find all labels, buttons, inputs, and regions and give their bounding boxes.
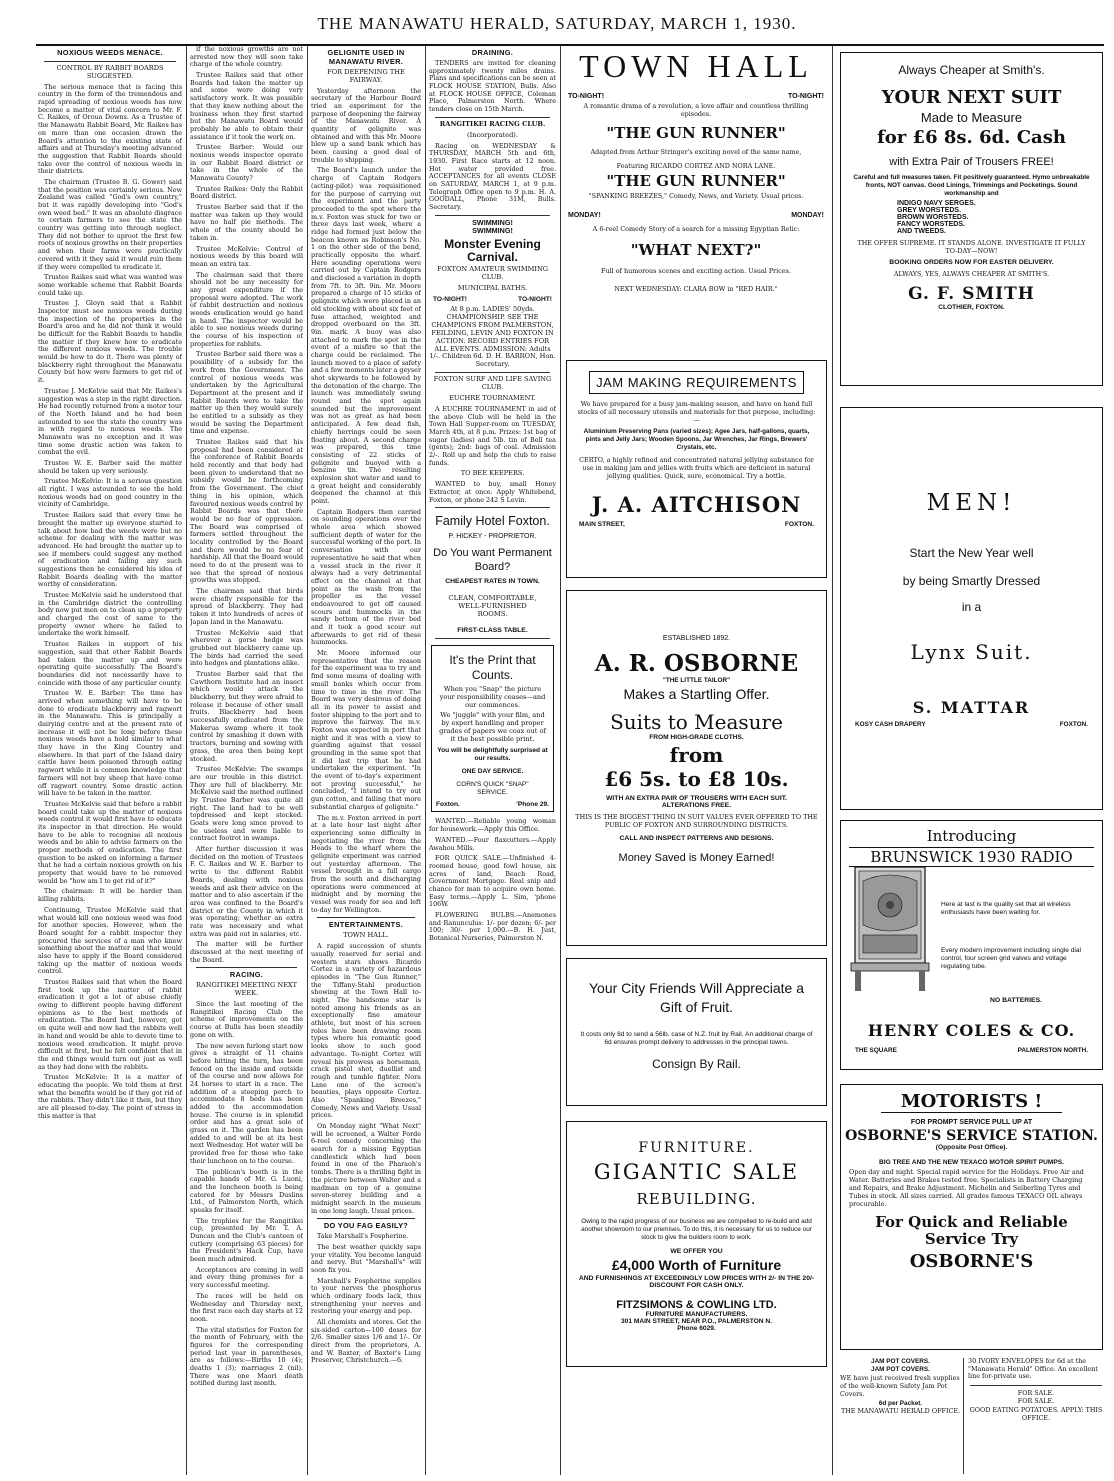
masthead xyxy=(0,6,1114,46)
jam-covers-2: JAM POT COVERS. xyxy=(871,1365,930,1373)
surf-text: A EUCHRE TOURNAMENT in aid of the above Club will be held in the Town Hall Supper-room on TUESDAY, March 4th, at 8 p.m. Prizes: 1st bag of sugar (ladies) and 5lb. tin of Bell tea (gents); 2nd: bags of coal. Admission 2/-. Roll up and help the club to raise funds. xyxy=(429,404,556,467)
radio-no-batteries: NO BATTERIES. xyxy=(990,997,1042,1004)
th-monday-left: MONDAY! xyxy=(568,212,601,219)
furn-mfr: FURNITURE MANUFACTURERS. xyxy=(645,1311,748,1318)
jam-address-street: MAIN STREET, xyxy=(579,521,625,528)
column-rule xyxy=(832,46,833,1475)
smith-offer: THE OFFER SUPREME. IT STANDS ALONE. INVESTIGATE IT FULLY TO-DAY—NOW! xyxy=(857,239,1086,255)
column-rule xyxy=(186,46,187,1475)
os-extra: WITH AN EXTRA PAIR OF TROUSERS WITH EACH SUIT. ALTERATIONS FREE. xyxy=(606,795,787,809)
paragraph: The races will be held on Wednesday and Thursday next, the first race each day starts at 12 noon. xyxy=(190,1291,303,1323)
paragraph: Trustee W. E. Barber: The time has arrived when something will have to be done to eradicate blackberry and ragwort in the Manawatu. This is principally a dairying centre and at the present rate of increase it will not be long before these noxious weeds have a hold similar to what they have in the King Country and elsewhere. In that part of the Island dairy cattle have been poisoned through eating ragwort while it is common knowledge that farmers will not buy sheep that have come off ragwort country. Some drastic action will have to be taken in the matter. xyxy=(38,689,182,798)
th-monday-row xyxy=(564,212,828,219)
jam-title-box xyxy=(589,371,804,394)
os-name: A. R. OSBORNE xyxy=(594,650,799,677)
wanted-1: WANTED.—Reliable young woman for housework.—Apply this Office. xyxy=(429,817,556,834)
for-sale-2: FOR SALE. xyxy=(1017,1396,1055,1405)
th-film-2: "WHAT NEXT?" xyxy=(630,241,762,259)
paragraph: Take Marshall's Fospherine. xyxy=(317,1232,409,1241)
fruit-rail: Consign By Rail. xyxy=(652,1057,741,1072)
print-text-3: You will be delightfully surprised at our results. xyxy=(437,747,548,762)
paragraph: Trustee J. Gloyn said that a Rabbit Inspector must see noxious weeds during the inspection of the properties in the Board's area and he did not think it would be difficult for the Rabbit Boards to handle the matter if they knew how to eradicate the different noxious weeds. The trouble would be how to do it. There was plenty of blackberry right throughout the Manawatu County but how were farmers to get rid of it. xyxy=(38,299,182,385)
smith-suit-ad xyxy=(840,52,1103,386)
column-1 xyxy=(38,46,182,1475)
paragraph: The best weather quickly saps your vitality. You become languid and nervy. But "Marshall's" will soon fix you. xyxy=(311,1242,421,1274)
paragraph: Trustee Raikes said that when the Board first took up the matter of rabbit eradication it got a lot of abuse chiefly owing to different people having different opinions as to the best methods of eradication. The Board had, however, got on quite well and now had the rabbits well in hand and would be able to devote time to noxious weed eradication. It might prove difficult at first, but he felt confident that in the end things would turn out just as well as they had done with the rabbits. xyxy=(38,978,182,1071)
wanted-2: WANTED.—Four flaxcutters.—Apply Awahou Mills. xyxy=(429,835,556,852)
os-tailor: "THE LITTLE TAILOR" xyxy=(662,677,731,684)
men-shop-row xyxy=(841,721,1102,728)
column-3 xyxy=(311,46,421,1475)
town-hall-ad xyxy=(564,46,828,323)
furn-phone: Phone 6029. xyxy=(677,1325,716,1332)
paragraph: Marshall's Fospherine supplies to your nerves the phosphorus which ordinary foods lack, thus strengthening your nerves and restoring your energy and pep. xyxy=(311,1276,421,1316)
potatoes-text: GOOD EATING POTATOES. APPLY: THIS OFFICE. xyxy=(969,1406,1103,1423)
mot-title: MOTORISTS ! xyxy=(881,1091,1062,1113)
men-town: FOXTON. xyxy=(1059,721,1088,728)
men-by: by being Smartly Dressed xyxy=(902,574,1041,588)
draining-text: TENDERS are invited for cleaning approximately twenty miles drains. Plans and specifications can be seen at FLOCK HOUSE STATION, Bulls. Also at FLOCK HOUSE OFFICE, Coleman Place, Palmerston North. Where tenders close on 15th March. xyxy=(429,58,556,113)
column-rule xyxy=(425,46,426,1475)
smith-extra: with Extra Pair of Trousers FREE! xyxy=(889,156,1054,168)
fabric-item: FANCY WORSTEDS. xyxy=(897,221,965,228)
hotel-owner: P. HICKEY - PROPRIETOR. xyxy=(448,533,537,541)
th-tonight-row xyxy=(564,93,828,100)
flowering-bulbs: FLOWERING BULBS.—Anemones and Ranunculus: 1/- per dozen; 6/- per 100; 30/- per 1,000.—B. H. Just, Botanical Nurseries, Palmerston N. xyxy=(429,911,556,943)
os-offer: Makes a Startling Offer. xyxy=(623,686,770,702)
os-suits: Suits to Measure xyxy=(610,710,783,734)
print-text-2: We "juggle" with your film, and by expert handling and proper grades of papers we coax out of it the best possible print. xyxy=(439,711,546,744)
jam-covers-text: WE have just received fresh supplies of the well-known Safety Jam Pot Covers. xyxy=(840,1374,960,1398)
paragraph: The serious menace that is facing this country in the form of the tremendous and rapid spreading of noxious weeds has now become a matter of vital concern to Mr. F. C. Raikes, of Oroua Downs. As a Trustee of the Manawatu Rabbit Board, Mr. Raikes has on more than one occasion drawn the Board's attention to the existing state of affairs and at Thursday's meeting advanced the suggestion that Rabbit Boards should take over the control of noxious weeds in their districts. xyxy=(38,82,182,176)
paragraph: Trustee Barber said that the Cawthorn Institute had an insect which would attack the blackberry, but they were afraid to release it because of other small fruits. Blackberry had been successfully eradicated from the Makerua swamp where it took control by smashing it down with tractors, burning and sowing with grass, the area then being kept stocked. xyxy=(190,669,303,763)
divider xyxy=(317,917,415,918)
jam-text-2: Aluminium Preserving Pans (varied sizes); Agee Jars, half-gallons, quarts, pints and Jelly Jars; Wooden Spoons, Jar Wrenches, Jar Rings, Brewers' Crystals, etc. xyxy=(583,428,810,451)
furn-text: Owing to the rapid progress of our business we are compelled to re-build and add another showroom to our premises. To do this, it is necessary for us to reduce our stock to give the builders room to work. xyxy=(581,1218,812,1241)
th-intro: A romantic drama of a revolution, a love affair and countless thrilling episodes. xyxy=(583,102,809,118)
paragraph: Trustee Raikes said what was wanted was some workable scheme that Rabbit Boards could take up. xyxy=(38,273,182,297)
fabric-item: INDIGO NAVY SERGES. xyxy=(897,200,976,207)
surf-heading: FOXTON SURF AND LIFE SAVING CLUB. xyxy=(433,375,552,392)
gelignite-heading: GELIGNITE USED IN MANAWATU RIVER. xyxy=(327,48,405,66)
for-sale-1: FOR SALE. xyxy=(1017,1389,1055,1398)
jam-covers-ad xyxy=(840,1358,964,1474)
racing-club-text: Racing on WEDNESDAY & THURSDAY, MARCH 5th and 6th, 1930. First Race starts at 12 noon. Hot water provided free. ACCEPTANCES for all events CLOSE on SATURDAY, MARCH 1, at 9 p.m. Telegraph Office open to 9 p.m. H. A. GOODALL, Phone 31M, Bulls. Secretary. xyxy=(429,141,556,211)
paragraph: Trustee Barber: Would our noxious weeds inspector operate in our Rabbit Board district or take in the whole of the Manawatu County? xyxy=(190,143,303,182)
paragraph: A rapid succession of stunts usually reserved for serial and western stars shows Ricardo Cortez in a variety of hazardous episodes in "The Gun Runner," the Tiffany-Stahl production showing at the Town Hall to-night. The handsome star is noted among his friends as an exceptionally fine amateur athlete, but most of his screen roles have been drawing room types where his romantic good looks show to such good advantage. To-night Cortez will reveal his prowess as horseman, crack pistol shot, duellist and rough and tumble fighter. Nora Lane one of the screen's beauties, plays opposite Cortez. Also "Spanking Breezes," Comedy, News and Variety. Usual prices. xyxy=(311,942,421,1120)
radio-square: THE SQUARE xyxy=(855,1047,897,1054)
quick-sale: FOR QUICK SALE.—Unfinished 4-roomed house, good fowl house, six acres of land, Beach Road, Government Mortgage. Real snip and chance for man to acquire own home. Easy terms.—Apply L. Sim, 'phone 106W. xyxy=(429,854,556,909)
radio-text-1: Here at last is the quality set that all wireless enthusiasts have been waiting for. xyxy=(941,901,1071,917)
paragraph: Trustee McKelvie said that before a rabbit board could take up the matter of noxious weeds control it would first have to educate its inspector in that direction. He would have to be able to recognise all noxious weeds and be able to advise farmers on the proper methods of eradication. The first question to be asked on informing a farmer that he had a certain noxious growth on his property that would have to be removed would be "how am I to get rid of it?" xyxy=(38,799,182,885)
column-rule xyxy=(307,46,308,1475)
th-support: "SPANKING BREEZES," Comedy, News, and Variety. Usual prices. xyxy=(588,192,804,200)
furn-rebuild: REBUILDING. xyxy=(636,1190,757,1208)
paragraph: The chairman: It will be harder than killing rabbits. xyxy=(38,887,182,904)
th-monday-right: MONDAY! xyxy=(791,212,824,219)
divider xyxy=(196,967,297,968)
smith-name: G. F. SMITH xyxy=(908,284,1035,304)
paragraph: The Board's launch under the charge of Captain Rodgers (acting-pilot) was requisitioned for the purpose of carrying out the experiment and the party proceeded to the spot where the m.v. Foxton was stuck for two or three days last week, where a ridge had formed just below the beacon known as Robinson's No. 1 on the other side of the bend, practically opposite the wharf. Here sounding operations were carried out by Captain Rodgers and disclosed a variation in depth from 7ft. to 3ft. 9in. Mr. Moore prepared a charge of 15 sticks of gelignite which were placed in an old stocking with about six feet of fuse attached, weighted and dropped overboard on the 3ft. 9in. mark. A buoy was also attached to mark the spot in the event of a misfire so that the charge could be reclaimed. The launch moved to a place of safety and a few moments later a geyser shot skywards to be followed by the detonation of the charge. The launch was immediately swung round and the spot again sounded but the improvement was not as great as had been anticipated. A few dead fish, chiefly herrings could be seen floating about. A second charge was prepared, this time consisting of 22 sticks of gelignite and buoyed with a benzine tin. The resulting explosion shot water and sand to a great height and considerably deepened the channel at this point. xyxy=(311,166,421,505)
fabric-item: GREY WORSTEDS. xyxy=(897,207,962,214)
smith-always: ALWAYS, YES, ALWAYS CHEAPER AT SMITH'S. xyxy=(893,270,1050,278)
furn-name: FITZSIMONS & COWLING LTD. xyxy=(616,1299,777,1311)
divider xyxy=(435,507,550,508)
racing-club-sub: (Incorporated). xyxy=(467,130,518,139)
divider xyxy=(435,638,550,639)
print-phone: 'Phone 29. xyxy=(516,800,549,808)
fabric-item: AND TWEEDS. xyxy=(897,228,946,235)
paragraph: Trustee McKelvie said he understood that in the Cambridge district the controlling body now put men on to clean up a property and charged the cost of same to the property owner where he failed to undertake the work himself. xyxy=(38,591,182,638)
carnival-place: MUNICIPAL BATHS. xyxy=(457,284,528,293)
smith-price: for £6 8s. 6d. Cash xyxy=(877,127,1066,148)
radio-dealer: HENRY COLES & CO. xyxy=(867,1021,1076,1040)
article-heading: NOXIOUS WEEDS MENACE. xyxy=(57,48,163,57)
paragraph: Continuing, Trustee McKelvie said that what would kill one noxious weed was food for another species. However, when the Board sought for a rabbit inspector they procured the services of a man who knew something about the matter and that would also have to apply if the Board considered taking up the matter of noxious weeds control. xyxy=(38,905,182,976)
tonight-row xyxy=(429,296,556,304)
entertainments-body xyxy=(311,943,421,1215)
furn-title: FURNITURE. xyxy=(638,1140,755,1156)
furn-address: 301 MAIN STREET, NEAR P.O., PALMERSTON N. xyxy=(621,1318,772,1325)
draining-heading: DRAINING. xyxy=(471,48,514,57)
hotel-rates: CHEAPEST RATES IN TOWN. xyxy=(445,577,540,585)
paragraph: Trustee McKelvie: It is a serious question all right. I was astounded to see the hold noxious weeds had on good country in the vicinity of Cambridge. xyxy=(38,477,182,509)
town-hall-title: TOWN HALL xyxy=(579,48,813,84)
men-lynx: Lynx Suit. xyxy=(910,640,1033,664)
mot-text: Open day and night. Special rapid service for the Holidays. Free Air and Water. Batteries and Brakes tested free. Specialists in Battery Charging and Repairs, and Brake Adjustment. Michelin and Seiberling Tyres and Tubes in stock. All sizes carried. All grades famous TEXACO OIL always procurable. xyxy=(849,1168,1084,1208)
article-body xyxy=(190,46,303,964)
paragraph: After further discussion it was decided on the motion of Trustees F. C. Raikes and W. E. Barber to write to the different Rabbit Boards, dealing with noxious weeds and ask their advice on the matter and to also ascertain if the area was confined to the Board's district or the County in which it was operating; whether an extra rate was necessary and what extra was paid out in salaries, etc. xyxy=(190,845,303,938)
smith-made: Made to Measure xyxy=(920,110,1023,125)
os-price: £6 5s. to £8 10s. xyxy=(604,767,789,791)
entertainments-heading: ENTERTAINMENTS. xyxy=(328,920,404,930)
paragraph: if the noxious growths are not arrested now they will soon take charge of the whole country. xyxy=(190,46,303,69)
paragraph: Trustee Raikes in support of his suggestion, said that other Rabbit Boards had taken the matter up and were operating quite successfully. The Board's boundaries did not necessarily have to coincide with those of any particular county. xyxy=(38,640,182,687)
bee-text: WANTED to buy, small Honey Extractor, at once. Apply Whitebend, Foxton, or phone 242 S Levin. xyxy=(429,480,556,504)
paragraph: Trustee McKelvie: It is a matter of educating the people. We told them at first what the benefits would be if they got rid of the rabbits. They didn't like it then, but they are all pleased to-day. The point of stress in this matter is that xyxy=(38,1073,182,1120)
th-monday-text-2: Full of humorous scenes and exciting action. Usual Prices. xyxy=(601,267,791,275)
racing-body xyxy=(190,1001,303,1388)
paragraph: The matter will be further discussed at the next meeting of the Board. xyxy=(190,940,303,964)
th-adapted: Adapted from Arthur Stringer's exciting novel of the same name, xyxy=(590,148,802,156)
mot-station: OSBORNE'S SERVICE STATION. xyxy=(845,1128,1098,1144)
radio-address-row xyxy=(841,1047,1102,1054)
fruit-title: Your City Friends Will Appreciate a Gift of Fruit. xyxy=(588,980,805,1015)
paragraph: The chairman said that there should not be any necessity for any great expenditure if the proposal were adopted. The work of rabbit destruction and noxious weeds eradication would go hand in hand. The inspector would be able to see noxious weeds during the course of his inspection of properties for rabbits. xyxy=(190,270,303,348)
radio-town: PALMERSTON NORTH. xyxy=(1017,1047,1088,1054)
column-rule xyxy=(560,46,561,1475)
hotel-rooms: CLEAN, COMFORTABLE, WELL-FURNISHED ROOMS. xyxy=(448,594,537,619)
divider xyxy=(435,215,550,216)
th-tonight-left: TO-NIGHT! xyxy=(568,93,605,100)
paragraph: Acceptances are coming in well and every thing promises for a very successful meeting. xyxy=(190,1265,303,1290)
paragraph: Since the last meeting of the Rangitikei Racing Club the scheme of improvements on the course at Bulls has been steadily gone on with. xyxy=(190,1000,303,1039)
jam-making-ad xyxy=(566,360,827,578)
racing-subheading: RANGITIKEI MEETING NEXT WEEK. xyxy=(196,981,297,998)
men-start: Start the New Year well xyxy=(909,546,1034,560)
paragraph: On Monday night "What Next" will be screened, a Walter Forde 6-reel comedy concerning the search for a missing Egyptian candlestick which had been found in one of the Pharaoh's tombs. There is a thrilling fight in the picture between Walter and a madman on top of a genuine seven-storey building and a midnight search in the museum in one long laugh. Usual prices. xyxy=(311,1122,421,1215)
radio-intro: Introducing xyxy=(926,827,1017,845)
th-tonight-right: TO-NIGHT! xyxy=(787,93,824,100)
paragraph: Trustee Barber said there was a possibility of a subsidy for the work from the Government. The control of noxious weeds was undertaken by the Agricultural Department at the present and if Rabbit Boards were to take the matter up then they would surely be entitled to a subsidy as they would be saving the Department time and expense. xyxy=(190,350,303,436)
paragraph: Trustee Raikes said that his proposal had been considered at the conference of Rabbit Boards held recently and that body had been given to understand that no subsidy would be forthcoming from the Government. The chief thing in his opinion, which favoured noxious weeds control by Rabbit Boards was that there would be no fear of oppression. The Board was comprised of farmers settled throughout the locality controlled by the Board and there would be no fear of hardship. All that the Board would need to do at the present was to see that the spread of noxious growths was stopped. xyxy=(190,438,303,585)
motorists-ad xyxy=(840,1084,1103,1350)
paragraph: The publican's booth is in the capable hands of Mr. G. Luoni, and the luncheon booth is being catered for by Messrs Duslins Ltd., of Palmerston North, which speaks for itself. xyxy=(190,1167,303,1214)
os-biggest: THIS IS THE BIGGEST THING IN SUIT VALUES EVER OFFERED TO THE PUBLIC OF FOXTON AND SURROUNDING DISTRICTS. xyxy=(575,813,818,829)
paragraph: The m.v. Foxton arrived in port at a late hour last night after experiencing some difficulty in negotiating the river from the Heads to the wharf where the gelignite experiment was carried out yesterday afternoon. The vessel brought in a full cargo from the south and discharging operations were commenced at midnight and by morning the vessel was ready for sea and left to-day for Wellington. xyxy=(311,813,421,914)
gelignite-subheading: FOR DEEPENING THE FAIRWAY. xyxy=(327,67,405,84)
radio-cabinet-icon xyxy=(849,865,931,993)
hotel-title: Family Hotel Foxton. xyxy=(435,514,550,529)
os-established: ESTABLISHED 1892. xyxy=(662,635,731,642)
column-2 xyxy=(190,46,303,1475)
brunswick-radio-ad xyxy=(840,820,1103,1070)
paragraph: Mr. Moore informed our representative that the reason for the experiment was to try and find some means of dealing with small banks which occur from time to time in the river. The Board was very desirous of doing all in its power to assist and foster shipping to the port and to improve the fairway. The m.v. Foxton was expected in port that night and it was with a view to guarding against that vessel grounding in the same spot that it did last trip that he had undertaken the experiment. "In the event of to-day's experiment not proving successful," he concluded, "I intend to try out gun cotton, and failing that more substantial charges of gelignite." xyxy=(311,649,421,811)
fruit-text: It costs only 8d to send a 56lb. case of N.Z. fruit by Rail. An additional charge of 6d ensures prompt delivery to addresses in the principal towns. xyxy=(580,1030,813,1047)
smith-fabric-list xyxy=(897,200,1102,235)
mot-name: OSBORNE'S xyxy=(909,1250,1034,1272)
jam-covers-1: JAM POT COVERS. xyxy=(871,1358,930,1365)
paragraph: Trustee McKelvie said that wherever a gorse hedge was grubbed out blackberry came up. The birds had carried the seed into hedges and plantations alike. xyxy=(190,628,303,668)
osborne-tailor-ad xyxy=(566,590,827,946)
fag-body xyxy=(311,1233,421,1365)
swimming-line-1: SWIMMING! xyxy=(472,217,513,227)
paragraph: Yesterday afternoon the secretary of the Harbour Board tried an experiment for the purpose of deepening the fairway of the Manawatu River. A quantity of gelignite was obtained and with this Mr. Moore blew up a sand bank which has been causing a good deal of trouble to shipping. xyxy=(311,86,421,164)
carnival-text: At 8 p.m. LADIES' 50yds. CHAMPIONSHIP. SEE THE CHAMPIONS FROM PALMERSTON, FEILDING, LEVIN AND FOXTON IN ACTION. RECORD ENTRIES FOR ALL EVENTS. ADMISSION: Adults 1/-. Children 6d. D. H. BARRON, Hon. Secretary. xyxy=(429,304,556,369)
paragraph: The new seven furlong start now gives a straight of 11 chains before hitting the turn, has been fenced on the inside and outside of the course and now allows for 24 horses to start in a race. The addition of a steeping perch to accommodate 8 beds has been added to the accommodation house. The course is in splendid order and has a great sole of grass on it. The garden has been added to and will be at its best next Wednesday. Hot water will be provided free for those who take their luncheon on to the course. xyxy=(190,1041,303,1165)
jam-shop-name: J. A. AITCHISON xyxy=(591,492,802,517)
smith-suit: YOUR NEXT SUIT xyxy=(881,87,1062,108)
th-monday-text: A 6-reel Comedy Story of a search for a missing Egyptian Relic: xyxy=(592,225,800,233)
hotel-question: Do You want Permanent Board? xyxy=(433,547,552,574)
radio-title: BRUNSWICK 1930 RADIO xyxy=(849,847,1094,867)
surf-subheading: EUCHRE TOURNAMENT. xyxy=(449,394,536,403)
print-text-1: When you "Snap" the picture your responsibility ceases—and our commences. xyxy=(439,684,546,709)
furn-offer: WE OFFER YOU xyxy=(670,1248,723,1255)
mot-quick: For Quick and Reliable Service Try xyxy=(875,1213,1068,1249)
paragraph: Trustee Raikes said that other Boards had taken the matter up and some were doing very satisfactory work. It was possible that they knew nothing about the business when they first started but the Manawatu Board would probably be able to obtain their assistance if it took the work on. xyxy=(190,71,303,141)
paragraph: Trustee J. McKelvie said that Mr. Raikes's suggestion was a step in the right direction. He had recently returned from a motor tour of the North Island and he had been astounded to see the state the country was in with regard to noxious weeds. The Manawatu was no exception and it was time some drastic action was taken to combat the evil. xyxy=(38,386,182,457)
jam-text-1: We have prepared for a busy jam-making season, and have on hand full stocks of all necessary utensils and materials for that purpose, including:— xyxy=(577,400,816,424)
furn-sale: GIGANTIC SALE xyxy=(593,1160,800,1184)
paragraph: Trustee Barber said that if the matter was taken up they would have no half pie methods. The whole of the county should be taken in. xyxy=(190,203,303,242)
fruit-rail-ad xyxy=(566,958,827,1106)
furn-text-2: AND FURNISHINGS AT EXCEEDINGLY LOW PRICES WITH 2/- IN THE 20/- DISCOUNT FOR CASH ONLY. xyxy=(578,1275,815,1289)
th-featuring: Featuring RICARDO CORTEZ AND NORA LANE. xyxy=(616,162,776,170)
racing-club-name: RANGITIKEI RACING CLUB. xyxy=(439,119,546,128)
os-call: CALL AND INSPECT PATTERNS AND DESIGNS. xyxy=(619,835,774,842)
envelopes-ad xyxy=(968,1358,1104,1474)
furn-amount: £4,000 Worth of Furniture xyxy=(611,1257,782,1273)
print-shop: CORN'S QUICK "SNAP" SERVICE. xyxy=(456,780,529,796)
swimming-line-2: SWIMMING! xyxy=(472,226,513,236)
os-from: from xyxy=(669,743,724,767)
smith-top: Always Cheaper at Smith's. xyxy=(898,63,1045,77)
paragraph: Trustee McKelvie: Control of noxious weeds by this board will mean an extra tax. xyxy=(190,244,303,268)
divider xyxy=(435,117,550,118)
mot-opposite: (Opposite Post Office). xyxy=(935,1144,1008,1151)
paragraph: Trustee McKelvie: The swamps are our trouble in this district. They are full of blackberry. Mr. McKelvie said the method outlined by Trustee Barber was quite all right. The land had to be well topdressed and kept stocked. Goats were long since proved to be useless and were liable to contract footrot in swamps. xyxy=(190,765,303,843)
men-in: in a xyxy=(961,600,982,614)
men-title: MEN! xyxy=(926,490,1017,516)
masthead-title: THE MANAWATU HERALD, SATURDAY, MARCH 1, 1930. xyxy=(317,14,797,33)
divider xyxy=(970,1385,1102,1386)
paragraph: The vital statistics for Foxton for the month of February, with the figures for the corresponding period last year in parentheses, are as follows:—Births 10 (4); deaths 1 (3); marriages 2 (nil). There was one Maori death notified during last month. xyxy=(190,1325,303,1388)
gelignite-body xyxy=(311,88,421,915)
print-title: It's the Print that Counts. xyxy=(449,652,536,682)
print-service: ONE DAY SERVICE. xyxy=(461,767,524,775)
fabric-item: BROWN WORSTEDS. xyxy=(897,214,969,221)
print-town: Foxton. xyxy=(436,800,460,808)
print-footer xyxy=(436,801,549,809)
jam-address-row xyxy=(567,521,826,528)
paragraph: The trophies for the Rangitikei cup, presented by Mr. T. A. Duncan and the Club's canteen of cutlery (comprising 63 pieces) for the President's Hack Cup, have been much admired. xyxy=(190,1216,303,1264)
jam-covers-price: 6d per Packet. xyxy=(878,1400,923,1408)
os-cloth: FROM HIGH-GRADE CLOTHS. xyxy=(649,734,744,741)
envelopes-text: 30 IVORY ENVELOPES for 6d at the "Manawatu Herald" Office. An excellent line for-private use. xyxy=(968,1357,1098,1381)
smith-clothier: CLOTHIER, FOXTON. xyxy=(938,304,1005,311)
paragraph: The chairman said that birds were chiefly responsible for the spread of blackberry. They had taken it into hundreds of acres of Japan land in the Manawatu. xyxy=(190,587,303,626)
furniture-sale-ad xyxy=(566,1121,827,1367)
paragraph: Trustee Raikes said that every time he brought the matter up everyone started to talk about how bad the weeds were but no scheme for dealing with the matter was advanced. He had brought the matter up to see if members could suggest any method of eradication and failing any such suggestions then he considered his idea of Rabbit Boards dealing with the matter worthy of consideration. xyxy=(38,511,182,589)
hotel-table: FIRST-CLASS TABLE. xyxy=(457,626,528,634)
th-film-1: "THE GUN RUNNER" xyxy=(606,124,786,142)
entertainments-subheading: TOWN HALL. xyxy=(343,931,389,940)
smith-text: Careful and full measures taken. Fit positively guaranteed. Hymo unbreakable fronts, NOT canvas. Good Linings, Trimmings and Pocketings. Sound workmanship and xyxy=(853,174,1090,197)
men-shop: KOSY CASH DRAPERY xyxy=(855,721,926,728)
th-film-1b: "THE GUN RUNNER" xyxy=(606,172,786,190)
divider xyxy=(44,61,176,62)
column-4 xyxy=(429,46,556,1475)
radio-text-2: Every modern improvement including single dial control, four screen grid valves and voltage regulating tube. xyxy=(941,947,1082,971)
divider xyxy=(317,1218,415,1219)
carnival-title: Monster Evening Carnival. xyxy=(444,236,541,265)
print-ad xyxy=(431,645,554,813)
paragraph: The chairman (Trustee B. G. Gower) said that the position was certainly serious. New Zealand was called "God's own country," but it was rapidly developing into "God's own weed bed." It was an absolute disgrace to certain farmers to see the state the country was getting into through neglect. They did not bother to uproot the first few roots of noxious growths on their properties and when their farms were practically covered with it they said it would ruin them if they were compelled to eradicate it. xyxy=(38,177,182,271)
bee-heading: TO BEE KEEPERS. xyxy=(460,469,525,478)
jam-covers-office: THE MANAWATU HERALD OFFICE. xyxy=(840,1407,961,1416)
jam-text-3: CERTO, a highly refined and concentrated natural jellying substance for use in making jam and jellies with fruits which are deficient in natural jellying qualities. Quick, sure, economical. Try a bottle. xyxy=(579,456,814,480)
fag-heading: DO YOU FAG EASILY? xyxy=(323,1221,409,1231)
th-next: NEXT WEDNESDAY: CLARA BOW in "RED HAIR." xyxy=(614,285,778,293)
mot-texaco: BIG TREE AND THE NEW TEXACO MOTOR SPIRIT PUMPS. xyxy=(878,1159,1064,1166)
paragraph: All chemists and stores. Get the six-sided carton—100 doses for 2/6. Smaller sizes 1/6 and 1/-. Or direct from the proprietors, A. and W. Baxter, of Baxter's Lung Preserver, Christchurch.—6. xyxy=(311,1318,421,1365)
men-lynx-ad xyxy=(840,407,1103,810)
tonight-right: TO-NIGHT! xyxy=(518,296,552,304)
os-money: Money Saved is Money Earned! xyxy=(618,852,775,864)
jam-address-town: FOXTON. xyxy=(784,521,814,528)
paragraph: Captain Rodgers then carried on sounding operations over the whole area which showed sufficient depth of water for the successful working of the port. In conversation with our representative he said that when a vessel stuck in the river it always had a very detrimental effect on the channel at that point as the wash from the propeller as the vessel endeavoured to get off caused scours and hummocks in the sandy bottom of the river bed and it took a good scour out afterwards to get rid of these hummocks. xyxy=(311,507,421,647)
smith-easter: BOOKING ORDERS NOW FOR EASTER DELIVERY. xyxy=(889,259,1054,266)
article-subheading: CONTROL BY RABBIT BOARDS SUGGESTED. xyxy=(56,63,164,80)
carnival-club: FOXTON AMATEUR SWIMMING CLUB. xyxy=(436,265,548,282)
men-name: S. MATTAR xyxy=(912,698,1031,717)
racing-heading: RACING. xyxy=(229,970,264,980)
tonight-left: TO-NIGHT! xyxy=(433,296,467,304)
paragraph: Trustee W. E. Barber said the matter should be taken up very seriously. xyxy=(38,459,182,475)
divider xyxy=(435,372,550,373)
jam-title: JAM MAKING REQUIREMENTS xyxy=(596,375,797,390)
mot-for: FOR PROMPT SERVICE PULL UP AT xyxy=(910,1119,1033,1126)
paragraph: Trustee Raikes: Only the Rabbit Board district. xyxy=(190,184,303,201)
